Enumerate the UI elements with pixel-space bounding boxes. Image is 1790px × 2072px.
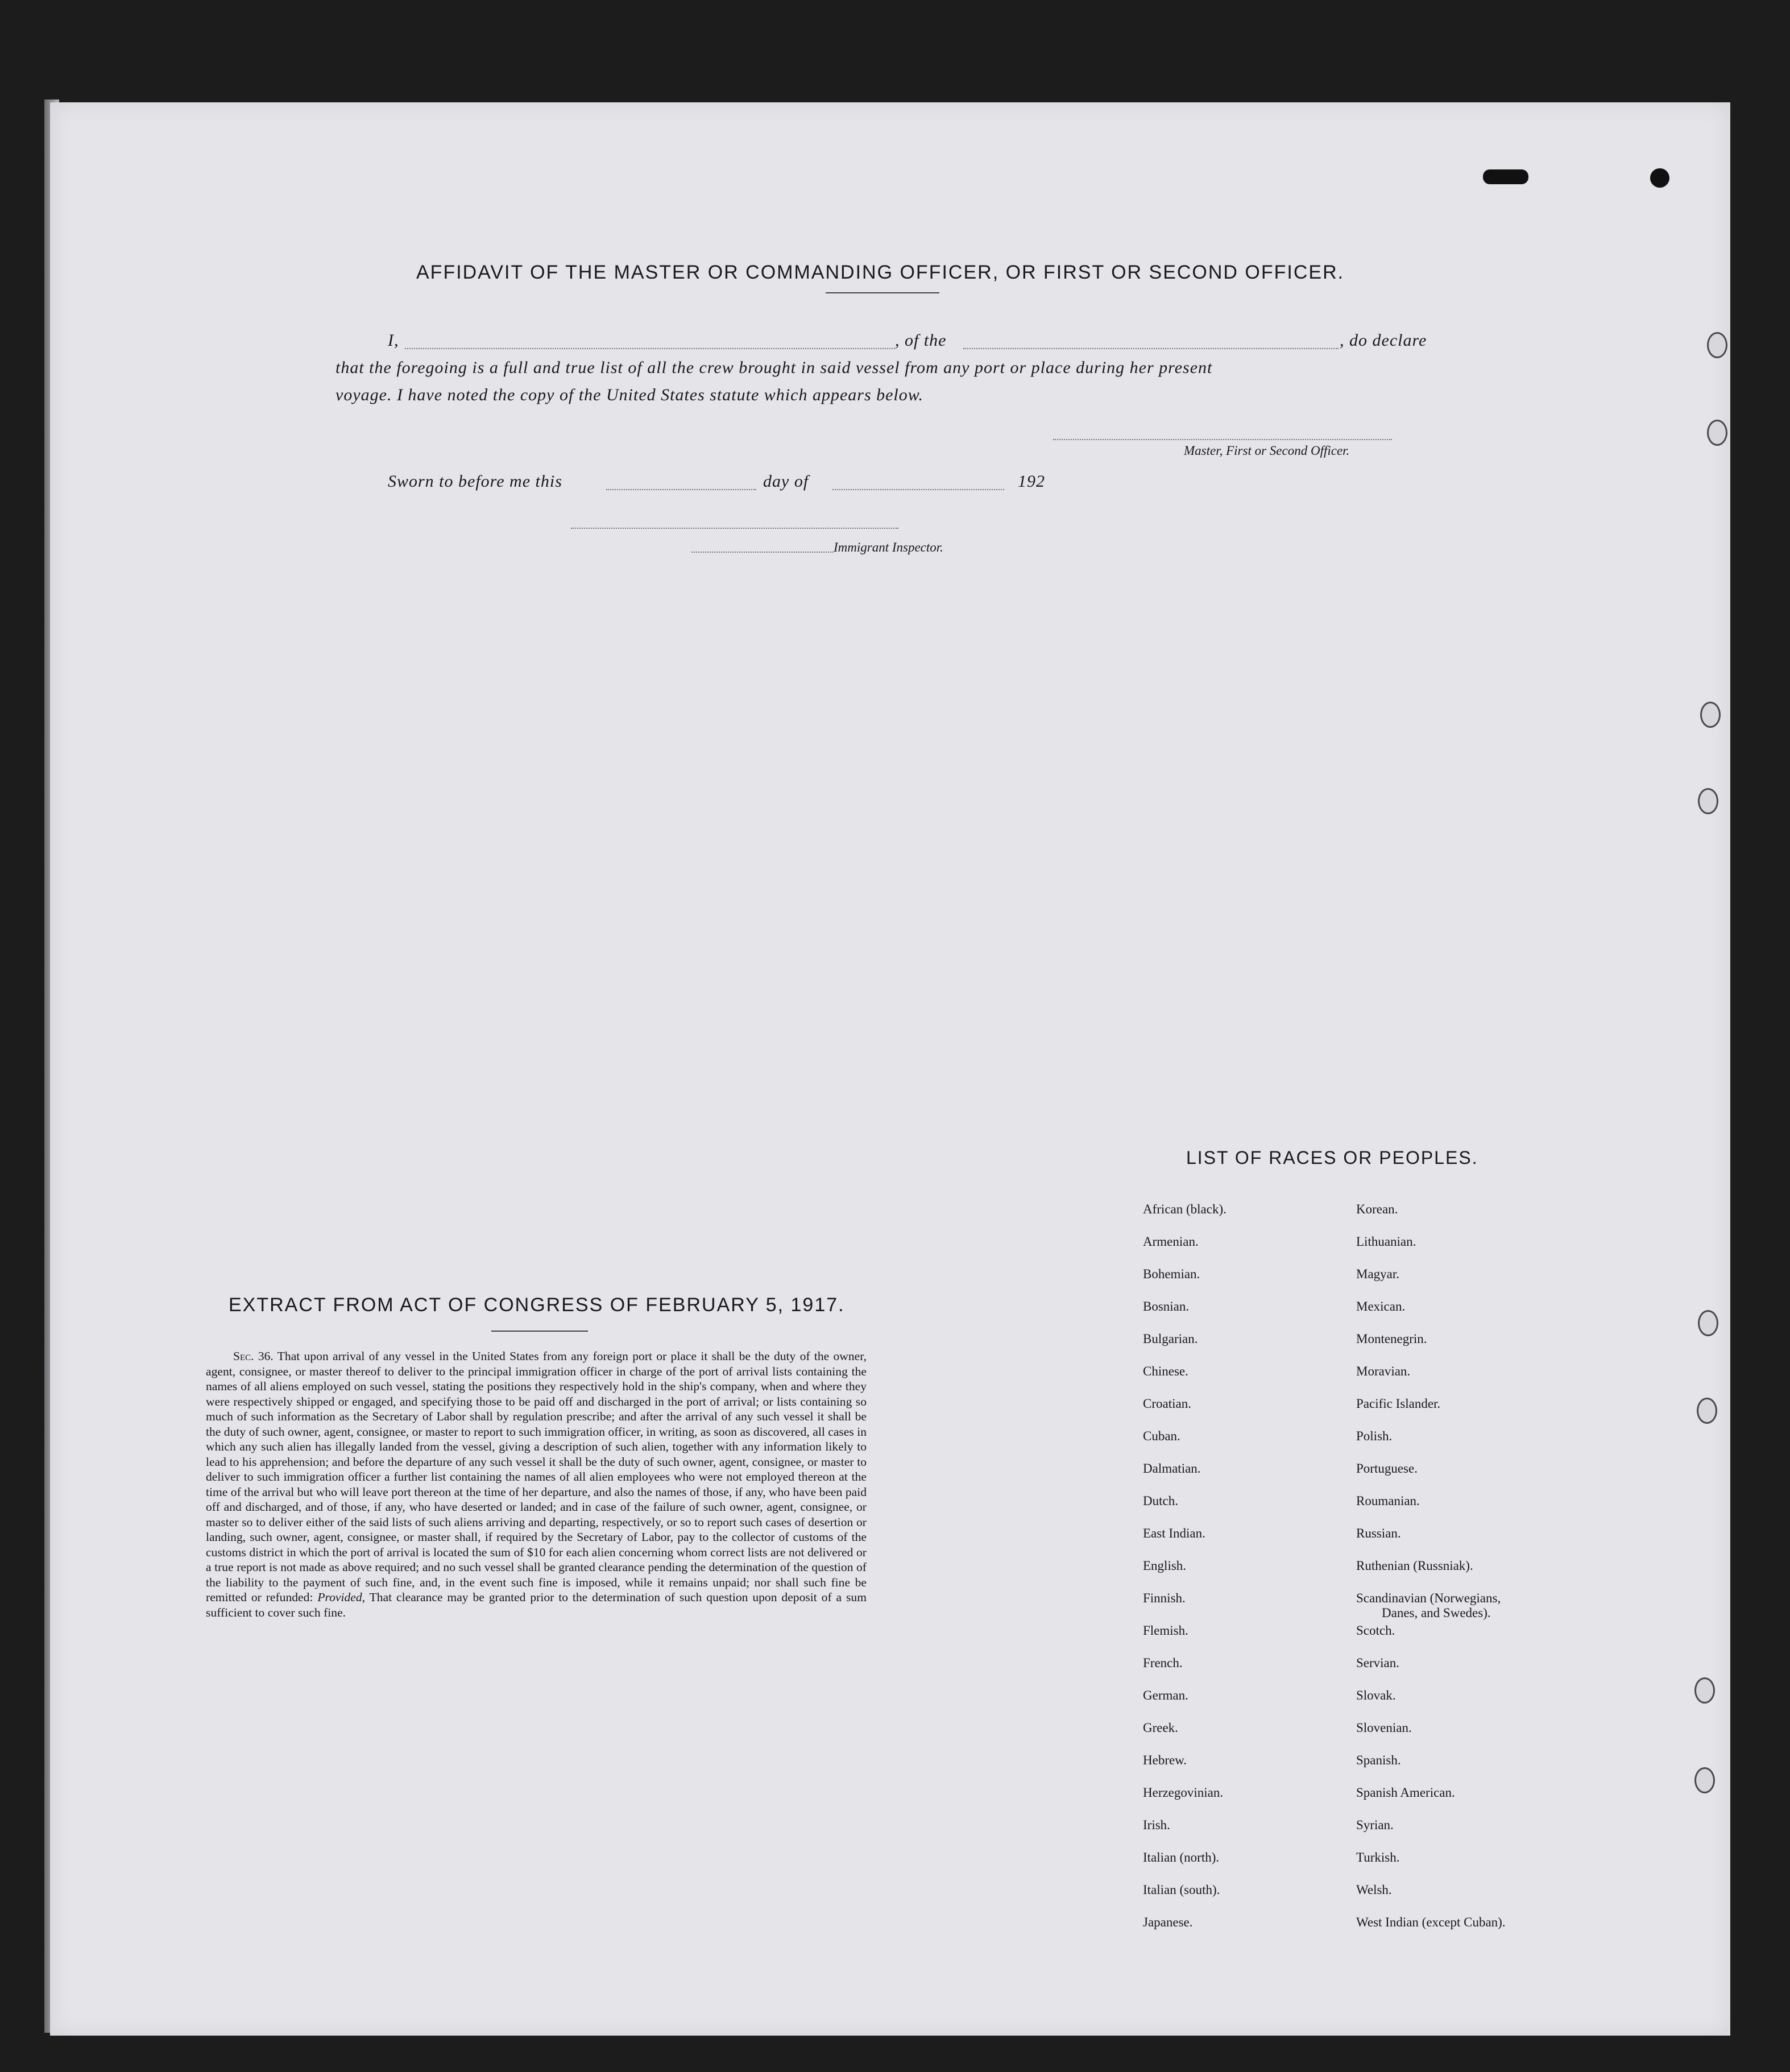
race-name: Welsh. — [1356, 1883, 1392, 1897]
race-name: Dutch. — [1143, 1494, 1178, 1508]
race-name: Russian. — [1356, 1526, 1401, 1540]
race-name: Servian. — [1356, 1656, 1400, 1670]
name-blank — [405, 348, 895, 349]
proviso-word: Provided, — [317, 1590, 366, 1604]
affidavit-title: AFFIDAVIT OF THE MASTER OR COMMANDING OFFICER, OR FIRST OR SECOND OFFICER. — [416, 262, 1345, 283]
race-row — [1143, 1396, 1586, 1429]
race-row — [1143, 1818, 1586, 1850]
race-name-continuation: Danes, and Swedes). — [1382, 1606, 1491, 1620]
race-row — [1143, 1850, 1586, 1883]
race-name: Bulgarian. — [1143, 1332, 1198, 1346]
race-name: Dalmatian. — [1143, 1461, 1201, 1476]
race-row — [1143, 1429, 1586, 1461]
race-name: Pacific Islander. — [1356, 1396, 1441, 1411]
race-row — [1143, 1526, 1586, 1559]
race-name: Herzegovinian. — [1143, 1785, 1224, 1800]
race-row — [1143, 1299, 1586, 1332]
sworn-start: Sworn to before me this — [388, 472, 562, 491]
race-name: Portuguese. — [1356, 1461, 1418, 1476]
race-row — [1143, 1494, 1586, 1526]
race-name: Roumanian. — [1356, 1494, 1420, 1508]
punch-hole — [1698, 788, 1718, 814]
sworn-year: 192 — [1018, 472, 1045, 491]
section-label: Sec. 36. — [233, 1349, 274, 1363]
race-name: Magyar. — [1356, 1267, 1400, 1281]
punch-hole — [1707, 332, 1727, 358]
affidavit-line1-start: I, — [388, 331, 399, 350]
race-name: Finnish. — [1143, 1591, 1186, 1605]
race-name: Korean. — [1356, 1202, 1398, 1216]
race-row — [1143, 1915, 1586, 1947]
signature-caption: Master, First or Second Officer. — [1184, 444, 1350, 458]
inspector-signature-blank — [571, 528, 898, 529]
race-name: Croatian. — [1143, 1396, 1191, 1411]
race-name: West Indian (except Cuban). — [1356, 1915, 1506, 1929]
race-name: Japanese. — [1143, 1915, 1193, 1929]
race-name: Greek. — [1143, 1721, 1178, 1735]
punch-hole — [1707, 420, 1727, 446]
race-name: Turkish. — [1356, 1850, 1400, 1864]
race-name: Armenian. — [1143, 1234, 1199, 1249]
race-name: Lithuanian. — [1356, 1234, 1416, 1249]
race-row — [1143, 1234, 1586, 1267]
affidavit-line3: voyage. I have noted the copy of the United States statute which appears below. — [335, 386, 924, 404]
race-name: Spanish American. — [1356, 1785, 1455, 1800]
ink-blot — [1650, 168, 1669, 188]
race-name: Slovak. — [1356, 1688, 1396, 1702]
race-name: French. — [1143, 1656, 1183, 1670]
races-title: LIST OF RACES OR PEOPLES. — [1186, 1147, 1478, 1168]
race-name: Italian (south). — [1143, 1883, 1220, 1897]
race-name: German. — [1143, 1688, 1188, 1702]
race-row — [1143, 1559, 1586, 1591]
punch-hole — [1698, 1310, 1718, 1336]
sworn-mid: day of — [763, 472, 809, 491]
races-list — [1143, 1202, 1586, 1947]
race-name: Hebrew. — [1143, 1753, 1187, 1767]
race-name: Bohemian. — [1143, 1267, 1200, 1281]
race-row — [1143, 1721, 1586, 1753]
race-name: Bosnian. — [1143, 1299, 1190, 1313]
section-body: That upon arrival of any vessel in the United States from any foreign port or place it shall be the duty of the owner, agent, consignee, or master thereof to deliver to the principal immigration officer in charge of the port of arrival lists containing the names of all aliens employed on such vessel, stating the positions they respectively hold in the ship's company, when and where they were respectively shipped or engaged, and specifying those to be paid off and discharged in the port of arrival; or lists containing so much of such information as the Secretary of Labor shall by regulation prescribe; and after the arrival of any such vessel it shall be the duty of such owner, agent, consignee, or master to report to such immigration officer, in writing, as soon as discovered, all cases in which any such alien has illegally landed from the vessel, giving a description of such alien, together with any information likely to lead to his apprehension; and before the departure of any such vessel it shall be the duty of such owner, agent, consignee, or master to deliver to such immigration officer a further list containing the names of all alien employees who were not employed thereon at the time of the arrival but who will leave port thereon at the time of her departure, and also the names of those, if any, who have been paid off and discharged, and of those, if any, who have deserted or landed; and in case of the failure of such owner, agent, consignee, or master so to deliver either of the said lists of such aliens arriving and departing, respectively, or so to report such cases of desertion or landing, such owner, agent, consignee, or master shall, if required by the Secretary of Labor, pay to the collector of customs of the customs district in which the port of arrival is located the sum of $10 for each alien concerning whom correct lists are not delivered or a true report is not made as above required; and no such vessel shall be granted clearance pending the determination of the question of the liability to the payment of such fine, and, in the event such fine is imposed, while it remains unpaid; nor shall such fine be remitted or refunded: — [206, 1349, 867, 1604]
race-name: Spanish. — [1356, 1753, 1401, 1767]
race-row — [1143, 1332, 1586, 1364]
affidavit-line1-mid: , of the — [895, 331, 947, 350]
ink-blot — [1483, 169, 1528, 184]
race-name: Flemish. — [1143, 1623, 1188, 1638]
race-row — [1143, 1364, 1586, 1396]
race-name: Italian (north). — [1143, 1850, 1220, 1864]
affidavit-line2: that the foregoing is a full and true list of all the crew brought in said vessel from any port or place during her present — [335, 358, 1213, 377]
race-row — [1143, 1267, 1586, 1299]
punch-hole — [1694, 1677, 1715, 1704]
race-row — [1143, 1883, 1586, 1915]
race-name: Moravian. — [1356, 1364, 1411, 1378]
race-name: Slovenian. — [1356, 1721, 1412, 1735]
race-name: Mexican. — [1356, 1299, 1406, 1313]
race-name: Scandinavian (Norwegians, — [1356, 1591, 1501, 1605]
sworn-month-blank — [832, 489, 1004, 490]
punch-hole — [1697, 1398, 1717, 1424]
affidavit-line1-end: , do declare — [1340, 331, 1427, 350]
race-name: African (black). — [1143, 1202, 1227, 1216]
race-row — [1143, 1785, 1586, 1818]
race-name: Chinese. — [1143, 1364, 1188, 1378]
extract-title: EXTRACT FROM ACT OF CONGRESS OF FEBRUARY 5, 1917. — [229, 1294, 845, 1316]
punch-hole — [1700, 702, 1721, 728]
race-row — [1143, 1461, 1586, 1494]
race-name: Cuban. — [1143, 1429, 1180, 1443]
race-row — [1143, 1591, 1586, 1623]
race-name: Ruthenian (Russniak). — [1356, 1559, 1473, 1573]
race-name: Montenegrin. — [1356, 1332, 1427, 1346]
race-row — [1143, 1688, 1586, 1721]
proviso-text: That clearance may be granted prior to the determination of such question upon deposit of a sum sufficient to cover such fine. — [206, 1590, 867, 1619]
signature-blank — [1053, 439, 1392, 440]
race-name: Scotch. — [1356, 1623, 1395, 1638]
race-row — [1143, 1753, 1586, 1785]
race-name: Syrian. — [1356, 1818, 1394, 1832]
race-name: Polish. — [1356, 1429, 1393, 1443]
race-name: English. — [1143, 1559, 1187, 1573]
punch-hole — [1694, 1767, 1715, 1793]
inspector-name-blank — [691, 552, 834, 553]
race-row — [1143, 1623, 1586, 1656]
title-underline — [826, 292, 939, 293]
extract-section-36 — [206, 1349, 867, 1620]
extract-title-underline — [491, 1331, 588, 1332]
race-row — [1143, 1202, 1586, 1234]
race-row — [1143, 1656, 1586, 1688]
race-name: East Indian. — [1143, 1526, 1205, 1540]
race-name: Irish. — [1143, 1818, 1170, 1832]
inspector-caption: Immigrant Inspector. — [834, 540, 943, 554]
sworn-day-blank — [606, 489, 756, 490]
vessel-blank — [963, 348, 1339, 349]
